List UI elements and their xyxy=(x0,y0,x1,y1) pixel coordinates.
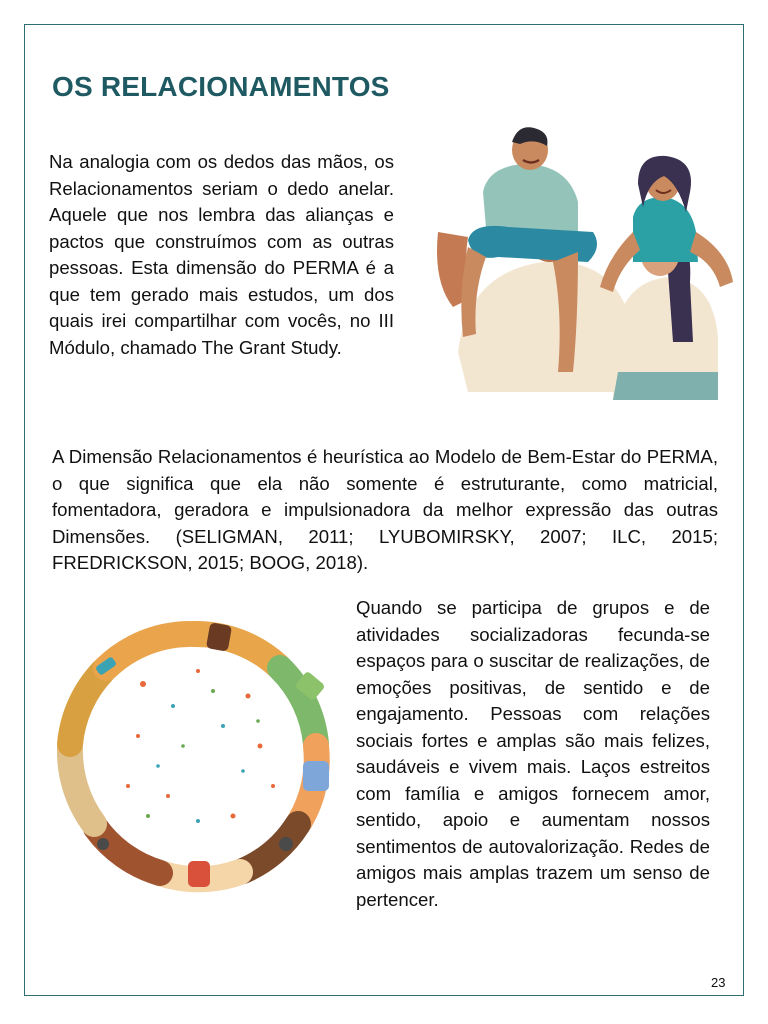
paragraph-dimension: A Dimensão Relacionamentos é heurística ao Modelo de Bem-Estar do PERMA, o que significa que ela não somente é estruturante, como matricial, fomentadora, geradora e impulsionadora da melhor expressão das outras Dimensões. (SELIGMAN, 2011; LYUBOMIRSKY, 2007; ILC, 2015; FREDRICKSON, 2015; BOOG, 2018). xyxy=(52,446,718,573)
paragraph-intro: Na analogia com os dedos das mãos, os Relacionamentos seriam o dedo anelar. Aquele que nos lembra das alianças e pactos que construímos com as outras pessoas. Esta dimensão do PERMA é a que tem gerado mais estudos, um dos quais irei compartilhar com vocês, no III Módulo, chamado The Grant Study. xyxy=(49,151,394,358)
family-illustration xyxy=(428,122,740,404)
page-title: OS RELACIONAMENTOS xyxy=(52,71,390,102)
paragraph-groups: Quando se participa de grupos e de atividades socializadoras fecunda-se espaços para o suscitar de realizações, de emoções positivas, de sentido e de engajamento. Pessoas com relações sociais fortes e amplas são mais felizes, saudáveis e vivem mais. Laços estreitos com família e amigos fornecem amor, sentido, apoio e aumentam nossos sentimentos de autovalorização. Redes de amigos mais amplas trazem um senso de pertencer. xyxy=(356,597,710,910)
page-number: 23 xyxy=(711,975,726,990)
hands-circle-illustration xyxy=(48,616,338,898)
